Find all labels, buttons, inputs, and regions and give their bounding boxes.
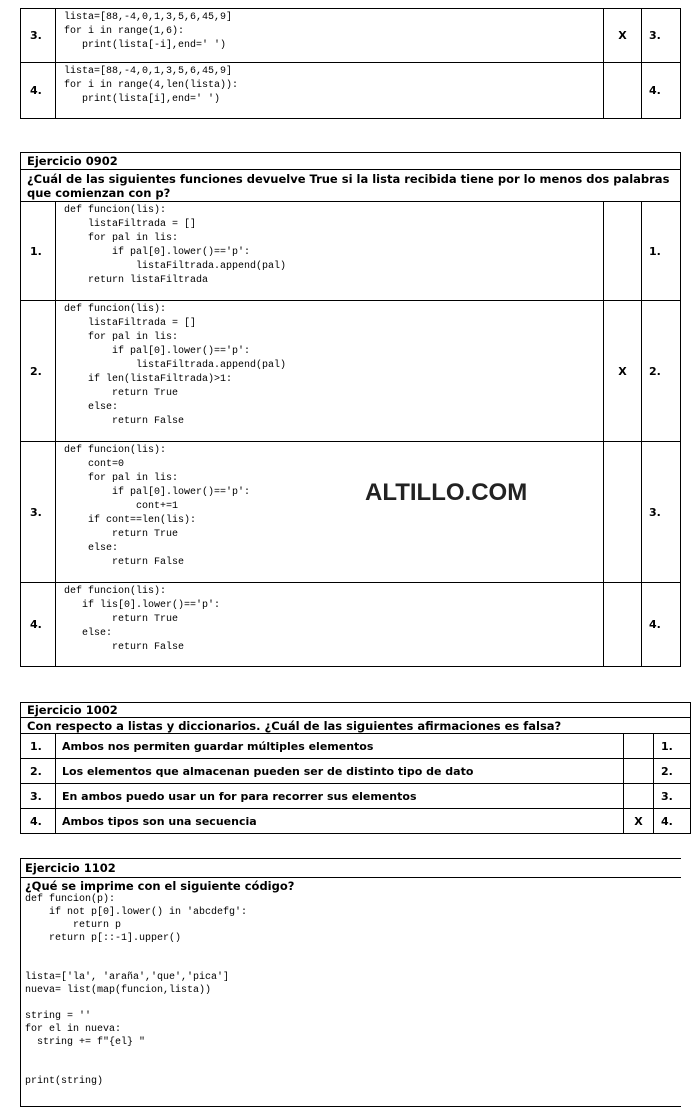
table-row <box>21 759 691 784</box>
option-number: 4. <box>21 583 56 667</box>
option-number: 4. <box>21 63 56 119</box>
option-number: 3. <box>21 9 56 63</box>
option-text: Los elementos que almacenan pueden ser de distinto tipo de dato <box>56 759 624 784</box>
option-text: Ambos tipos son una secuencia <box>56 809 624 834</box>
answer-mark <box>604 583 642 667</box>
option-number-right: 3. <box>642 9 681 63</box>
option-number-right: 2. <box>654 759 691 784</box>
exercise-1002-table <box>20 702 691 834</box>
exercise-question: ¿Cuál de las siguientes funciones devuelve True si la lista recibida tiene por lo menos dos palabras que comienzan con p? <box>21 170 681 202</box>
option-number: 2. <box>21 759 56 784</box>
exercise-title: Ejercicio 0902 <box>21 153 681 170</box>
answer-mark <box>604 442 642 583</box>
answer-mark <box>604 202 642 301</box>
option-number-right: 4. <box>642 63 681 119</box>
table-row <box>21 583 681 667</box>
table-row <box>21 63 681 119</box>
table-row <box>21 809 691 834</box>
table-row <box>21 9 681 63</box>
option-number-right: 3. <box>642 442 681 583</box>
option-number-right: 1. <box>654 734 691 759</box>
option-number-right: 4. <box>642 583 681 667</box>
option-number: 3. <box>21 784 56 809</box>
exercise-1102-block <box>20 858 681 1107</box>
option-number-right: 2. <box>642 301 681 442</box>
option-number: 2. <box>21 301 56 442</box>
option-text: Ambos nos permiten guardar múltiples elementos <box>56 734 624 759</box>
top-answer-table <box>20 8 681 119</box>
code-snippet: def funcion(lis): cont=0 for pal in lis: if pal[0].lower()=='p': cont+=1 if cont==len(lis): return True else: return False <box>64 445 251 568</box>
option-number-right: 1. <box>642 202 681 301</box>
code-snippet: lista=[88,-4,0,1,3,5,6,45,9] for i in range(4,len(lista)): print(lista[i],end=' ') <box>64 66 239 105</box>
answer-mark: X <box>604 9 642 63</box>
option-number: 4. <box>21 809 56 834</box>
exercise-title: Ejercicio 1102 <box>21 859 681 878</box>
answer-mark: X <box>624 809 654 834</box>
table-row <box>21 784 691 809</box>
answer-mark: X <box>604 301 642 442</box>
answer-mark <box>624 734 654 759</box>
option-number: 3. <box>21 442 56 583</box>
code-snippet: def funcion(lis): if lis[0].lower()=='p': return True else: return False <box>64 586 221 653</box>
watermark-logo: ALTILLO.COM <box>365 479 528 506</box>
code-snippet: lista=[88,-4,0,1,3,5,6,45,9] for i in range(1,6): print(lista[-i],end=' ') <box>64 12 233 51</box>
option-number: 1. <box>21 734 56 759</box>
table-row <box>21 734 691 759</box>
exercise-title: Ejercicio 1002 <box>21 703 691 718</box>
option-number-right: 4. <box>654 809 691 834</box>
table-row <box>21 301 681 442</box>
answer-mark <box>624 784 654 809</box>
code-snippet: def funcion(lis): listaFiltrada = [] for pal in lis: if pal[0].lower()=='p': listaFiltrada.append(pal) return listaFiltrada <box>64 205 287 286</box>
option-text: En ambos puedo usar un for para recorrer sus elementos <box>56 784 624 809</box>
table-row <box>21 202 681 301</box>
exercise-0902-table <box>20 152 681 667</box>
answer-mark <box>604 63 642 119</box>
option-number: 1. <box>21 202 56 301</box>
exercise-question: ¿Qué se imprime con el siguiente código? <box>25 879 295 893</box>
code-snippet: def funcion(lis): listaFiltrada = [] for pal in lis: if pal[0].lower()=='p': listaFiltrada.append(pal) if len(listaFiltrada)>1: return True else: return False <box>64 304 287 427</box>
option-number-right: 3. <box>654 784 691 809</box>
table-row <box>21 442 681 583</box>
code-snippet: def funcion(p): if not p[0].lower() in 'abcdefg': return p return p[::-1].upper() lista=['la', 'araña','que','pica'] nueva= list(map(funcion,lista)) string = '' for el in nueva: string += f"{el} " print(string) <box>25 894 248 1087</box>
exercise-question: Con respecto a listas y diccionarios. ¿Cuál de las siguientes afirmaciones es falsa? <box>21 718 691 734</box>
answer-mark <box>624 759 654 784</box>
